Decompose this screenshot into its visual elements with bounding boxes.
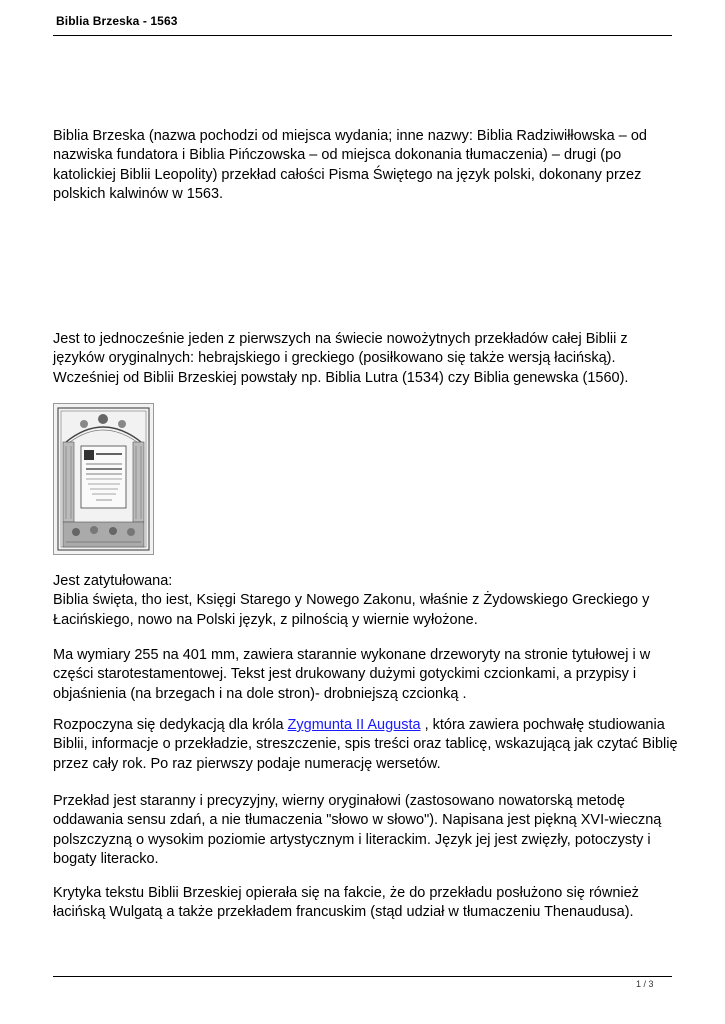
history-paragraph: Jest to jednocześnie jeden z pierwszych na świecie nowożytnych przekładów całej Biblii z języków oryginalnych: hebrajskiego i greckiego (posiłkowano się także wersją łacińską). Wcześniej od Biblii Brzeskiej powstały np. Biblia Lutra (1534) czy Biblia genewska (1560). xyxy=(53,331,629,386)
dedication-text-end: , która zawiera pochwałę studiowania Biblii, informacje o przekładzie, streszczenie, spis treści oraz tablicę, wskazującą jak czytać Biblię przez cały rok. Po raz pierwszy podaje numerację wersetów. xyxy=(53,717,678,772)
intro-paragraph: Biblia Brzeska (nazwa pochodzi od miejsca wydania; inne nazwy: Biblia Radziwiłłowska – od nazwiska fundatora i Biblia Pińczowska – od miejsca dokonania tłumaczenia) – drugi (po katolickiej Biblii Leopolity) przekład całości Pisma Świętego na język polski, dokonany przez polskich kalwinów w 1563. xyxy=(53,128,647,202)
title-page-woodcut-image xyxy=(53,403,154,555)
header-divider xyxy=(53,35,672,36)
footer-divider xyxy=(53,976,672,977)
full-title-text: Biblia święta, tho iest, Księgi Starego y Nowego Zakonu, właśnie z Żydowskiego Greckiego y Łacińskiego, nowo na Polski język, z pilnością y wiernie wyłożone. xyxy=(53,592,650,628)
document-title: Biblia Brzeska - 1563 xyxy=(56,14,178,28)
criticism-paragraph: Krytyka tekstu Biblii Brzeskiej opierała się na fakcie, że do przekładu posłużono się również łacińską Wulgatą a także przekładem francuskim (stąd udział w tłumaczeniu Thenaudusa). xyxy=(53,885,639,921)
woodcut-illustration xyxy=(54,404,153,554)
title-intro-line: Jest zatytułowana: xyxy=(53,573,173,589)
dedication-text-start: Rozpoczyna się dedykacją dla króla xyxy=(53,717,288,733)
translation-quality-paragraph: Przekład jest staranny i precyzyjny, wierny oryginałowi (zastosowano nowatorską metodę oddawania sensu zdań, a nie tłumaczenia "słowo w słowo"). Napisana jest piękną XVI-wieczną polszczyzną o wysokim poziomie artystycznym i literackim. Język jej jest zwięzły, potoczysty i bogaty literacko. xyxy=(53,793,662,867)
dedication-paragraph xyxy=(53,716,678,774)
title-paragraph xyxy=(53,572,678,630)
dimensions-paragraph: Ma wymiary 255 na 401 mm, zawiera starannie wykonane drzeworyty na stronie tytułowej i w części starotestamentowej. Tekst jest drukowany dużymi gotyckimi czcionkami, a przypisy i objaśnienia (na brzegach i na dole stron)- drobniejszą czcionką . xyxy=(53,647,651,702)
page-number: 1 / 3 xyxy=(636,979,654,989)
zygmunt-link[interactable]: Zygmunta II Augusta xyxy=(287,717,421,733)
